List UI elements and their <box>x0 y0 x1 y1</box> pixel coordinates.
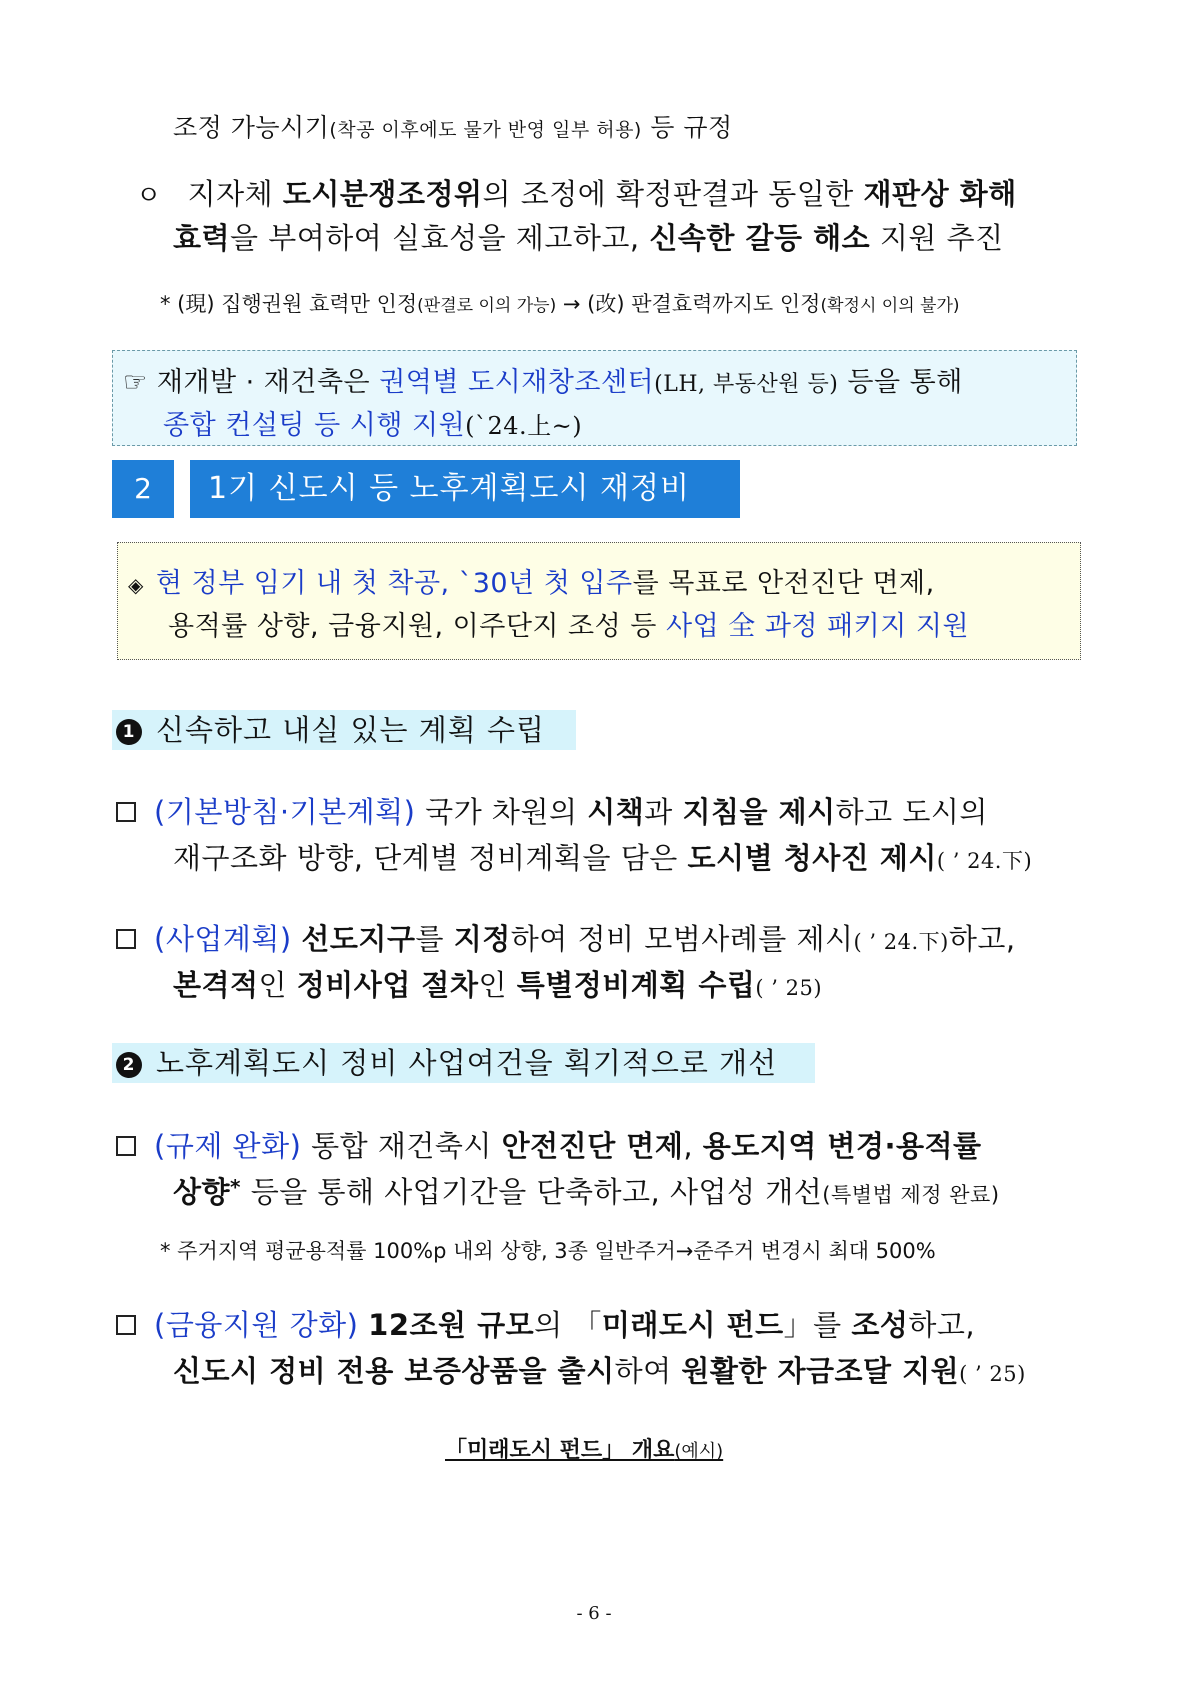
checkbox-icon <box>116 1136 136 1156</box>
pointing-hand-icon: ☞ <box>123 367 148 398</box>
bullet-marker: ㅇ <box>136 181 162 211</box>
item-deregulation-cont: 상향* 등을 통해 사업기간을 단축하고, 사업성 개선(특별법 제정 완료) <box>173 1175 1000 1209</box>
note-line-2: 종합 컨설팅 등 시행 지원(`24.上~) <box>163 410 583 441</box>
subheading-conditions: 2 노후계획도시 정비 사업여건을 획기적으로 개선 <box>112 1043 815 1083</box>
summary-line-2: 용적률 상향, 금융지원, 이주단지 조성 등 사업 全 과정 패키지 지원 <box>168 611 970 642</box>
number-badge: 1 <box>116 719 142 745</box>
checkbox-icon <box>116 802 136 822</box>
summary-line-1: ◈ 현 정부 임기 내 첫 착공, `30년 첫 입주를 목표로 안전진단 면제, <box>128 568 935 599</box>
item-deregulation: (규제 완화) 통합 재건축시 안전진단 면제, 용도지역 변경·용적률 <box>116 1124 982 1165</box>
item-basic-plan-cont: 재구조화 방향, 단계별 정비계획을 담은 도시별 청사진 제시( ’ 24.下) <box>173 841 1033 875</box>
item-finance: (금융지원 강화) 12조원 규모의 「미래도시 펀드」를 조성하고, <box>116 1303 975 1344</box>
footnote-effect: * (現) 집행권원 효력만 인정(판결로 이의 가능) → (改) 판결효력까지도 인정(확정시 이의 불가) <box>160 292 960 316</box>
note-line-1: ☞ 재개발 · 재건축은 권역별 도시재창조센터(LH, 부동산원 등) 등을 통해 <box>123 367 963 398</box>
item-project-plan: (사업계획) 선도지구를 지정하여 정비 모범사례를 제시( ’ 24.下)하고, <box>116 917 1016 958</box>
bullet-dispute: ㅇ 지자체 도시분쟁조정위의 조정에 확정판결과 동일한 재판상 화해 <box>136 177 1017 211</box>
item-basic-plan: (기본방침·기본계획) 국가 차원의 시책과 지침을 제시하고 도시의 <box>116 790 988 831</box>
subheading-plan: 1 신속하고 내실 있는 계획 수립 <box>112 710 576 750</box>
checkbox-icon <box>116 929 136 949</box>
diamond-icon: ◈ <box>128 573 144 597</box>
section-number: 2 <box>112 460 174 518</box>
continuation-line: 조정 가능시기(착공 이후에도 물가 반영 일부 허용) 등 규정 <box>173 113 733 142</box>
checkbox-icon <box>116 1315 136 1335</box>
footnote-far: * 주거지역 평균용적률 100%p 내외 상향, 3종 일반주거→준주거 변경시 최대 500% <box>160 1239 936 1263</box>
item-project-plan-cont: 본격적인 정비사업 절차인 특별정비계획 수립( ’ 25) <box>173 968 823 1002</box>
item-finance-cont: 신도시 정비 전용 보증상품을 출시하여 원활한 자금조달 지원( ’ 25) <box>173 1354 1026 1388</box>
page-number: - 6 - <box>576 1603 612 1624</box>
number-badge: 2 <box>116 1052 142 1078</box>
section-title: 1기 신도시 등 노후계획도시 재정비 <box>190 460 740 518</box>
fund-caption: 「미래도시 펀드」 개요(예시) <box>445 1438 724 1463</box>
bullet-dispute-cont: 효력을 부여하여 실효성을 제고하고, 신속한 갈등 해소 지원 추진 <box>173 221 1004 255</box>
